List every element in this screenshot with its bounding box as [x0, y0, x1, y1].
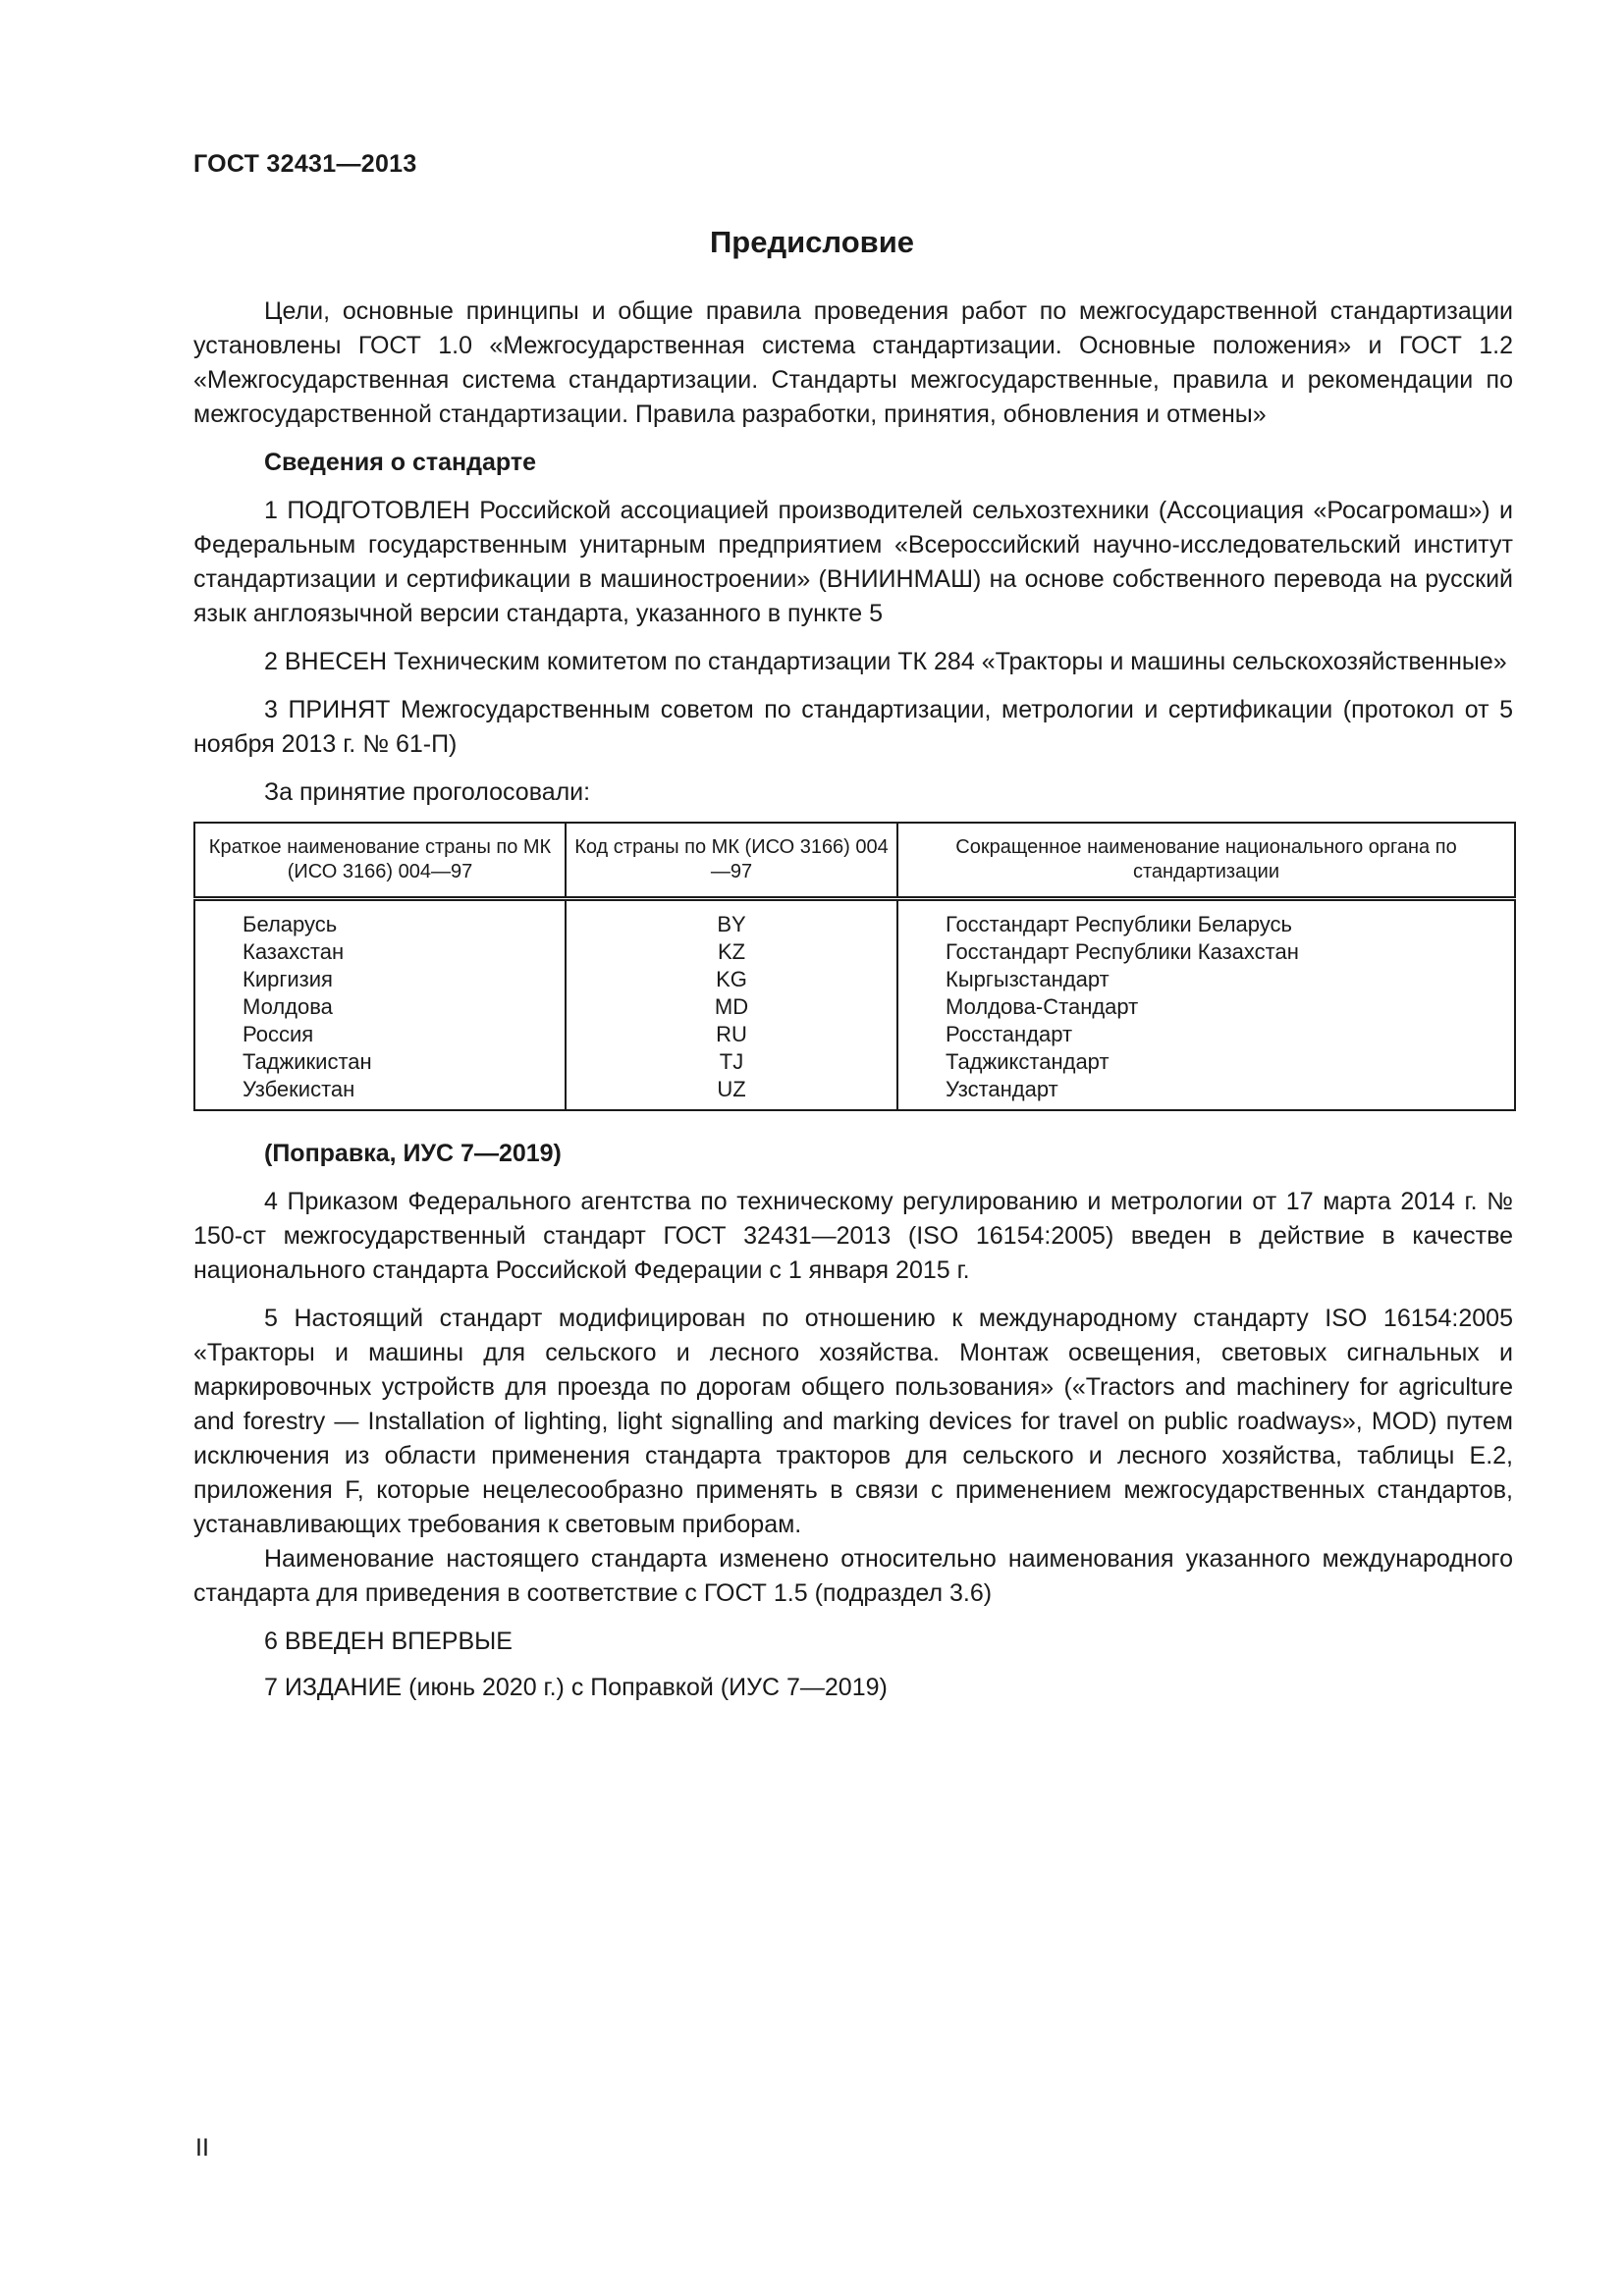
cell-code: KZ	[566, 938, 897, 966]
table-row	[194, 1048, 1515, 1076]
cell-body: Таджикстандарт	[897, 1048, 1515, 1076]
table-row	[194, 1076, 1515, 1110]
table-row	[194, 993, 1515, 1021]
table-row	[194, 938, 1515, 966]
table-row	[194, 899, 1515, 939]
page-number: II	[195, 2134, 209, 2162]
item-6: 6 ВВЕДЕН ВПЕРВЫЕ	[264, 1628, 513, 1655]
cell-country: Киргизия	[194, 966, 566, 993]
cell-code: KG	[566, 966, 897, 993]
cell-body: Госстандарт Республики Беларусь	[897, 899, 1515, 939]
cell-code: MD	[566, 993, 897, 1021]
item-2: 2 ВНЕСЕН Техническим комитетом по стандартизации ТК 284 «Тракторы и машины сельскохозяйственные»	[264, 648, 1507, 675]
cell-country: Казахстан	[194, 938, 566, 966]
header-country: Краткое наименование страны по МК (ИСО 3166) 004—97	[194, 823, 566, 899]
cell-body: Молдова-Стандарт	[897, 993, 1515, 1021]
item-4: 4 Приказом Федерального агентства по техническому регулированию и метрологии от 17 марта 2014 г. № 150-ст межгосударственный стандарт ГОСТ 32431—2013 (ISO 16154:2005) введен в действие в качестве национального стандарта Российской Федерации с 1 января 2015 г.	[193, 1188, 1513, 1284]
table-header-row	[194, 823, 1515, 899]
item-5: 5 Настоящий стандарт модифицирован по отношению к международному стандарту ISO 16154:2005 «Тракторы и машины для сельского и лесного хозяйства. Монтаж освещения, световых сигнальных и маркировочных устройств для проезда по дорогам общего пользования» («Tractors and machinery for agriculture and forestry — Installation of lighting, light signalling and marking devices for travel on public roadways», MOD) путем исключения из области применения стандарта тракторов для сельского и лесного хозяйства, таблицы Е.2, приложения F, которые нецелесообразно применять в связи с применением межгосударственных стандартов, устанавливающих требования к световым приборам.	[193, 1305, 1513, 1538]
section-heading: Сведения о стандарте	[264, 449, 537, 476]
cell-code: UZ	[566, 1076, 897, 1110]
document-code: ГОСТ 32431—2013	[193, 150, 417, 178]
document-body	[193, 294, 1513, 1717]
cell-code: RU	[566, 1021, 897, 1048]
item-7: 7 ИЗДАНИЕ (июнь 2020 г.) с Поправкой (ИУС 7—2019)	[264, 1674, 888, 1701]
cell-body: Кыргызстандарт	[897, 966, 1515, 993]
table-row	[194, 966, 1515, 993]
item-3: 3 ПРИНЯТ Межгосударственным советом по стандартизации, метрологии и сертификации (протокол от 5 ноября 2013 г. № 61-П)	[193, 696, 1513, 758]
item-5-note: Наименование настоящего стандарта изменено относительно наименования указанного международного стандарта для приведения в соответствие с ГОСТ 1.5 (подраздел 3.6)	[193, 1545, 1513, 1607]
cell-country: Беларусь	[194, 899, 566, 939]
amendment-note: (Поправка, ИУС 7—2019)	[264, 1140, 562, 1167]
intro-paragraph: Цели, основные принципы и общие правила проведения работ по межгосударственной стандартизации установлены ГОСТ 1.0 «Межгосударственная система стандартизации. Основные положения» и ГОСТ 1.2 «Межгосударственная система стандартизации. Стандарты межгосударственные, правила и рекомендации по межгосударственной стандартизации. Правила разработки, принятия, обновления и отмены»	[193, 297, 1513, 428]
header-code: Код страны по МК (ИСО 3166) 004—97	[566, 823, 897, 899]
page-title: Предисловие	[709, 225, 914, 259]
voting-table	[193, 822, 1516, 1111]
cell-country: Молдова	[194, 993, 566, 1021]
table-row	[194, 1021, 1515, 1048]
cell-body: Росстандарт	[897, 1021, 1515, 1048]
item-1: 1 ПОДГОТОВЛЕН Российской ассоциацией производителей сельхозтехники (Ассоциация «Росагромаш») и Федеральным государственным унитарным предприятием «Всероссийский научно-исследовательский институт стандартизации и сертификации в машиностроении» (ВНИИНМАШ) на основе собственного перевода на русский язык англоязычной версии стандарта, указанного в пункте 5	[193, 497, 1513, 627]
cell-code: BY	[566, 899, 897, 939]
cell-body: Узстандарт	[897, 1076, 1515, 1110]
header-national-body: Сокращенное наименование национального органа по стандартизации	[897, 823, 1515, 899]
cell-country: Узбекистан	[194, 1076, 566, 1110]
cell-body: Госстандарт Республики Казахстан	[897, 938, 1515, 966]
vote-intro: За принятие проголосовали:	[264, 778, 591, 806]
cell-country: Россия	[194, 1021, 566, 1048]
cell-country: Таджикистан	[194, 1048, 566, 1076]
cell-code: TJ	[566, 1048, 897, 1076]
